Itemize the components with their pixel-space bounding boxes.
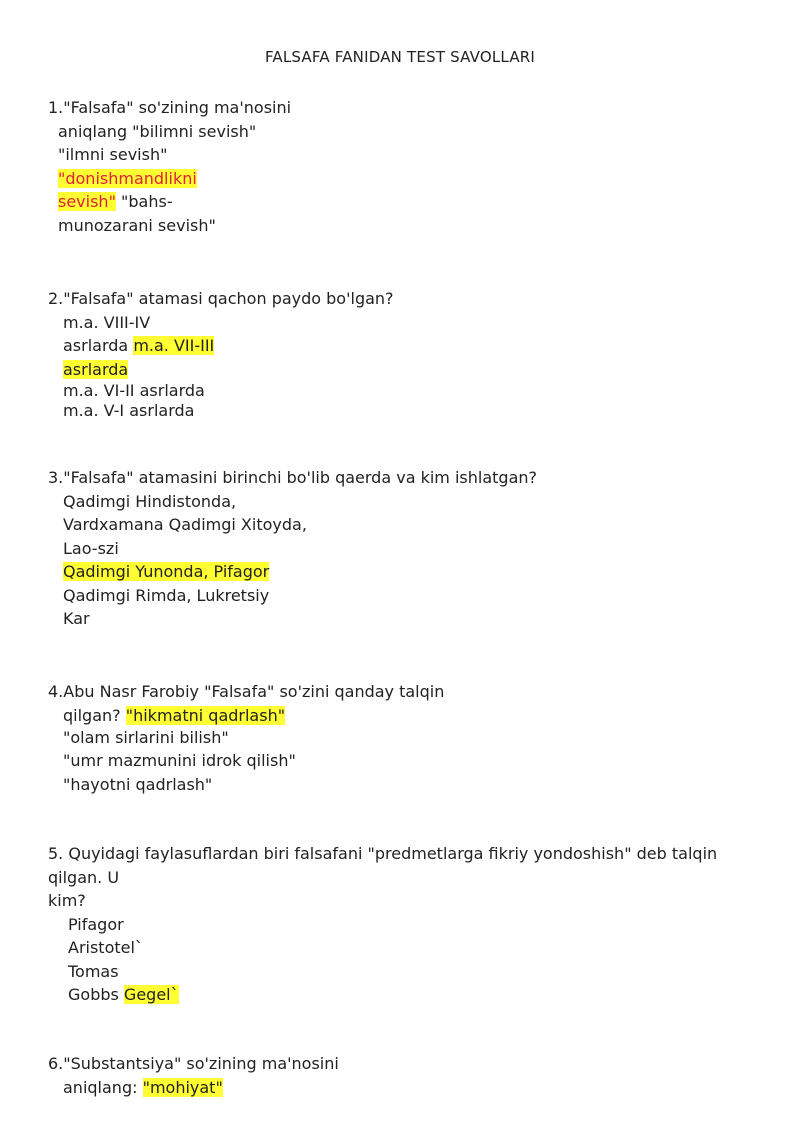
question-number: 2. bbox=[48, 289, 64, 308]
question-1-prompt: "Falsafa" so'zining ma'nosini bbox=[63, 98, 292, 117]
question-4-text bbox=[48, 680, 444, 704]
q1-line-5-rest: "bahs- bbox=[115, 192, 173, 211]
q5-line-7-pre: Gobbs bbox=[68, 985, 124, 1004]
q4-line-2 bbox=[48, 704, 444, 728]
question-number: 3. bbox=[48, 468, 64, 487]
q3-line-7: Kar bbox=[63, 609, 90, 628]
q3-line-6: Qadimgi Rimda, Lukretsiy bbox=[63, 585, 270, 605]
q1-line-3: "ilmni sevish" bbox=[58, 145, 168, 164]
q2-line-3-pre: asrlarda bbox=[63, 336, 134, 355]
q5-line-7 bbox=[48, 983, 717, 1007]
q4-line-2-pre: qilgan? bbox=[63, 705, 126, 725]
q2-correct-answer-part-1: m.a. VII-III bbox=[133, 336, 215, 355]
q6-line-2-pre: aniqlang: bbox=[63, 1077, 143, 1097]
q5-line-4: Pifagor bbox=[68, 914, 124, 934]
question-number: 5. bbox=[48, 844, 64, 863]
question-4-prompt: Abu Nasr Farobiy "Falsafa" so'zini qanday talqin bbox=[63, 682, 445, 701]
q1-line-2: aniqlang "bilimni sevish" bbox=[58, 121, 257, 141]
q6-correct-answer: "mohiyat" bbox=[142, 1077, 223, 1097]
q5-line-6: Tomas bbox=[68, 961, 119, 981]
q4-line-3: "olam sirlarini bilish" bbox=[63, 728, 229, 747]
question-1 bbox=[48, 96, 291, 237]
page-title: FALSAFA FANIDAN TEST SAVOLLARI bbox=[264, 48, 536, 66]
q3-line-5 bbox=[48, 560, 537, 584]
question-2-text bbox=[48, 287, 394, 311]
question-5-text bbox=[48, 842, 717, 866]
question-3-text bbox=[48, 466, 537, 490]
question-3 bbox=[48, 466, 537, 631]
q2-line-6: m.a. V-I asrlarda bbox=[63, 401, 195, 420]
question-6-text bbox=[48, 1052, 339, 1076]
q2-line-5: m.a. VI-II asrlarda bbox=[63, 381, 205, 400]
q1-line-6: munozarani sevish" bbox=[58, 215, 216, 235]
q1-line-5 bbox=[48, 190, 291, 214]
q4-line-4: "umr mazmunini idrok qilish" bbox=[63, 751, 296, 770]
q5-correct-answer: Gegel` bbox=[123, 985, 179, 1004]
q4-correct-answer: "hikmatni qadrlash" bbox=[125, 705, 286, 725]
question-5-prompt: Quyidagi faylasuflardan biri falsafani "predmetlarga fikriy yondoshish" deb talqin bbox=[63, 844, 718, 863]
question-4 bbox=[48, 680, 444, 796]
q1-line-4 bbox=[48, 167, 291, 191]
question-1-text bbox=[48, 96, 291, 120]
q5-line-3: kim? bbox=[48, 891, 86, 910]
q2-line-4 bbox=[48, 358, 394, 382]
q6-line-2 bbox=[48, 1076, 339, 1100]
q2-line-2: m.a. VIII-IV bbox=[63, 312, 151, 332]
q4-line-5: "hayotni qadrlash" bbox=[63, 774, 213, 794]
question-3-prompt: "Falsafa" atamasini birinchi bo'lib qaerda va kim ishlatgan? bbox=[63, 468, 537, 487]
q3-line-2: Qadimgi Hindistonda, bbox=[63, 491, 237, 511]
q1-correct-answer-part-1: "donishmandlikni bbox=[58, 168, 197, 188]
question-6 bbox=[48, 1052, 339, 1099]
q2-correct-answer-part-2: asrlarda bbox=[63, 359, 129, 379]
question-6-prompt: "Substantsiya" so'zining ma'nosini bbox=[63, 1054, 339, 1073]
q1-correct-answer-part-2: sevish" bbox=[58, 192, 116, 211]
question-number: 1. bbox=[48, 98, 64, 117]
question-number: 6. bbox=[48, 1054, 64, 1073]
q5-line-2: qilgan. U bbox=[48, 867, 120, 887]
q3-line-3: Vardxamana Qadimgi Xitoyda, bbox=[63, 515, 307, 534]
question-2 bbox=[48, 287, 394, 421]
question-2-prompt: "Falsafa" atamasi qachon paydo bo'lgan? bbox=[63, 289, 394, 308]
question-number: 4. bbox=[48, 682, 64, 701]
q5-line-5: Aristotel` bbox=[68, 938, 143, 957]
q2-line-3 bbox=[48, 334, 394, 358]
q3-correct-answer: Qadimgi Yunonda, Pifagor bbox=[63, 562, 270, 581]
q3-line-4: Lao-szi bbox=[63, 538, 119, 558]
question-5 bbox=[48, 842, 717, 1007]
